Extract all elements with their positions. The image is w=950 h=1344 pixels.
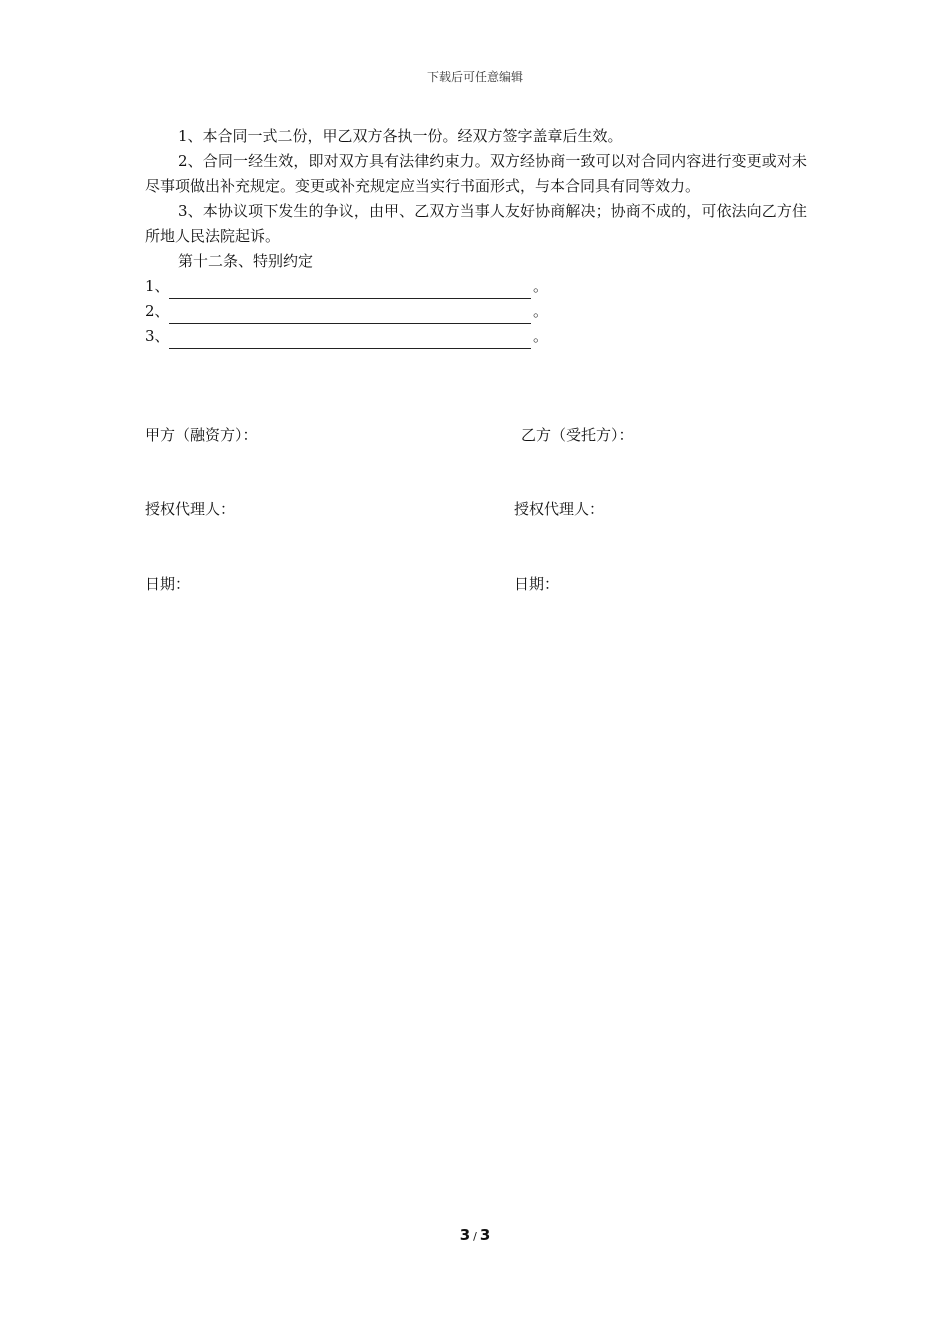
party-b-label: 乙方（受托方）： (521, 426, 634, 444)
special-term-3 (145, 324, 807, 349)
clause-1: 1、本合同一式二份，甲乙双方各执一份。经双方签字盖章后生效。 (178, 127, 623, 145)
page-separator: / (473, 1230, 477, 1243)
special-term-number: 1、 (145, 277, 170, 295)
fill-in-blank[interactable] (169, 306, 531, 324)
clause-3: 3、本协议项下发生的争议，由甲、乙双方当事人友好协商解决；协商不成的，可依法向乙方住所地人民法院起诉。 (145, 202, 807, 245)
party-b-agent-label: 授权代理人： (514, 500, 605, 518)
special-term-end: 。 (533, 327, 549, 345)
page-header: 下载后可任意编辑 (426, 70, 523, 84)
party-a-date-label: 日期： (145, 575, 191, 593)
article-12-title: 第十二条、特别约定 (178, 252, 314, 270)
clause-2: 2、合同一经生效，即对双方具有法律约束力。双方经协商一致可以对合同内容进行变更或对未尽事项做出补充规定。变更或补充规定应当实行书面形式，与本合同具有同等效力。 (145, 152, 807, 195)
fill-in-blank[interactable] (169, 281, 531, 299)
special-term-1 (145, 274, 807, 299)
contract-body (145, 124, 807, 349)
page-number (0, 1226, 950, 1244)
special-term-2 (145, 299, 807, 324)
party-a-agent-label: 授权代理人： (145, 500, 236, 518)
fill-in-blank[interactable] (169, 331, 531, 349)
party-a-label: 甲方（融资方）： (145, 426, 258, 444)
party-b-date-label: 日期： (514, 575, 560, 593)
special-term-number: 3、 (145, 327, 170, 345)
special-term-end: 。 (533, 302, 549, 320)
special-term-end: 。 (533, 277, 549, 295)
special-term-number: 2、 (145, 302, 170, 320)
total-pages: 3 (479, 1226, 491, 1244)
current-page: 3 (459, 1226, 471, 1244)
